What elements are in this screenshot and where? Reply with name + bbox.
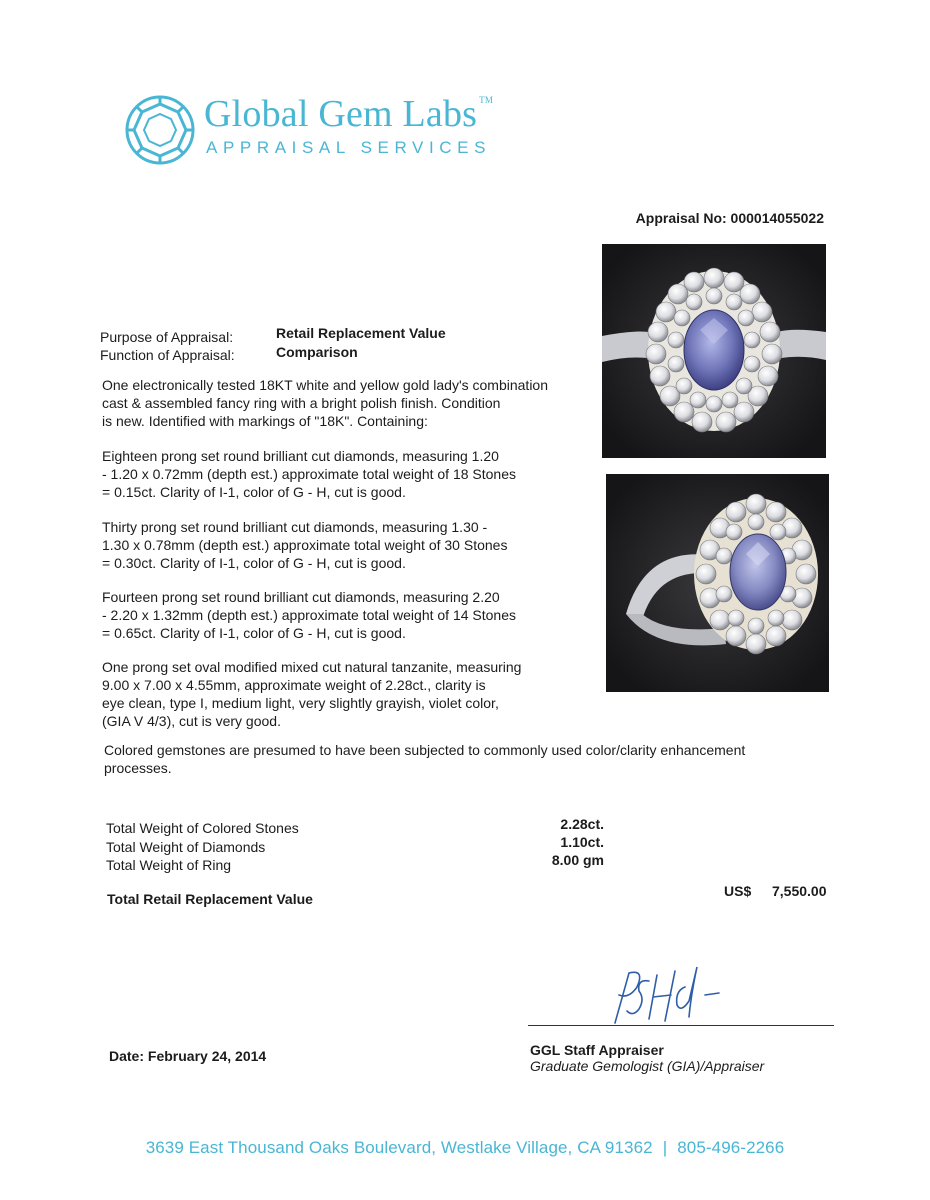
treatment-disclaimer: Colored gemstones are presumed to have been subjected to commonly used color/clarity enhancement processes. [104, 742, 746, 776]
footer-phone: 805-496-2266 [677, 1138, 785, 1157]
trademark-mark: TM [479, 95, 494, 105]
appraisal-number: Appraisal No: 000014055022 [635, 210, 824, 226]
total-diamonds-label: Total Weight of Diamonds [106, 839, 266, 855]
total-colored-stones-label: Total Weight of Colored Stones [106, 820, 299, 836]
round-brilliant-diamond-icon [122, 92, 198, 168]
total-ring-weight-label: Total Weight of Ring [106, 857, 232, 873]
ring-description: One electronically tested 18KT white and yellow gold lady's combination cast & assembled fancy ring with a bright polish finish. Condition is new. Identified with markings of "18K". Containing: [102, 377, 548, 429]
footer-address: 3639 East Thousand Oaks Boulevard, Westlake Village, CA 91362 [145, 1138, 653, 1157]
diamond-group-2-description: Thirty prong set round brilliant cut diamonds, measuring 1.30 - 1.30 x 0.78mm (depth est.) approximate total weight of 30 Stones = 0.30ct. Clarity of I-1, color of G - H, cut is good. [102, 519, 508, 571]
total-ring-weight-value: 8.00 gm [551, 852, 604, 868]
signer-title: GGL Staff Appraiser [530, 1042, 664, 1058]
ring-top-view-photo [602, 244, 826, 458]
diamond-group-3-description: Fourteen prong set round brilliant cut diamonds, measuring 2.20 - 2.20 x 1.32mm (depth est.) approximate total weight of 14 Stones = 0.65ct. Clarity of I-1, color of G - H, cut is good. [102, 589, 516, 641]
currency-code: US$ [724, 883, 752, 899]
retail-value-amount: 7,550.00 [772, 883, 827, 899]
purpose-label: Purpose of Appraisal: [100, 329, 234, 345]
total-colored-stones-value: 2.28ct. [560, 816, 604, 832]
footer-separator: | [662, 1138, 668, 1157]
function-value: Comparison [276, 344, 358, 360]
handwritten-signature [605, 965, 725, 1027]
purpose-value: Retail Replacement Value [276, 325, 446, 341]
function-label: Function of Appraisal: [100, 347, 235, 363]
signer-credential: Graduate Gemologist (GIA)/Appraiser [530, 1058, 765, 1074]
appraisal-date: Date: February 24, 2014 [109, 1048, 267, 1064]
brand-name: Global Gem Labs ™ [204, 93, 494, 135]
ring-side-view-photo [606, 474, 829, 692]
signature-line [528, 1025, 834, 1026]
retail-value-label: Total Retail Replacement Value [107, 891, 313, 907]
diamond-group-1-description: Eighteen prong set round brilliant cut diamonds, measuring 1.20 - 1.20 x 0.72mm (depth est.) approximate total weight of 18 Stones = 0.15ct. Clarity of I-1, color of G - H, cut is good. [102, 448, 516, 500]
company-logo [122, 92, 502, 172]
footer-contact [0, 1138, 930, 1158]
total-diamonds-value: 1.10ct. [560, 834, 604, 850]
brand-tagline: APPRAISAL SERVICES [206, 138, 492, 157]
tanzanite-description: One prong set oval modified mixed cut natural tanzanite, measuring 9.00 x 7.00 x 4.55mm, approximate weight of 2.28ct., clarity is eye clean, type I, medium light, very slightly grayish, violet color, (GIA V 4/3), cut is very good. [102, 659, 522, 729]
